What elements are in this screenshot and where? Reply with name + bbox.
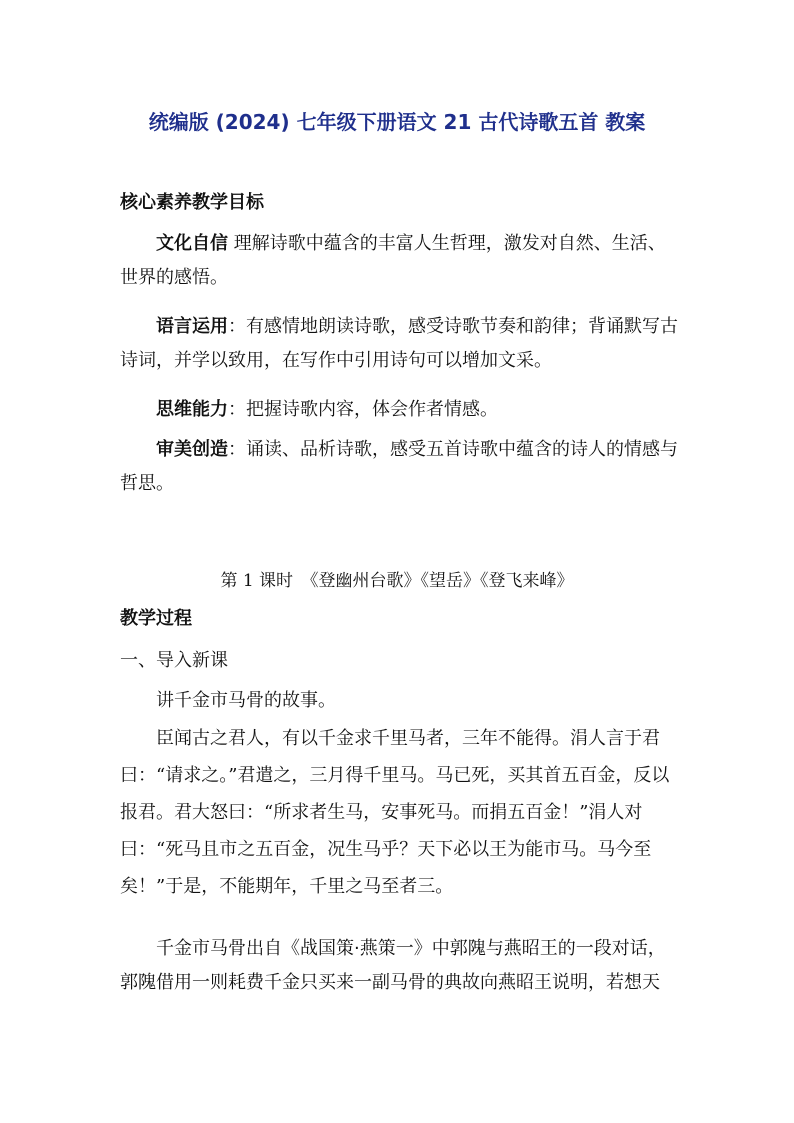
step-one-heading: 一、导入新课 [120,650,228,671]
goal-thinking-ability [120,393,680,427]
goal-text: ：诵读、品析诗歌，感受五首诗歌中蕴含的诗人的情感与哲思。 [120,439,678,494]
lesson-heading: 第 1 课时 《登幽州台歌》《望岳》《登飞来峰》 [220,571,574,591]
goal-language-use [120,310,680,378]
goal-text: ：有感情地朗读诗歌，感受诗歌节奏和韵律；背诵默写古诗词，并学以致用，在写作中引用诗句可以增加文采。 [120,316,678,371]
goal-label: 审美创造 [156,439,228,460]
document-title: 统编版 (2024) 七年级下册语文 21 古代诗歌五首 教案 [148,110,646,134]
goal-label: 文化自信 [156,233,228,254]
explanation-paragraph: 千金市马骨出自《战国策·燕策一》中郭隗与燕昭王的一段对话，郭隗借用一则耗费千金只买来一副马骨的典故向燕昭王说明，若想天 [120,938,666,993]
goal-text: ：把握诗歌内容，体会作者情感。 [228,399,498,420]
goal-label: 思维能力 [156,399,228,420]
story-intro: 讲千金市马骨的故事。 [156,690,336,711]
process-heading: 教学过程 [120,608,192,629]
goal-text: 理解诗歌中蕴含的丰富人生哲理，激发对自然、生活、世界的感悟。 [120,233,666,288]
goal-label: 语言运用 [156,316,228,337]
classical-passage: 臣闻古之君人，有以千金求千里马者，三年不能得。涓人言于君曰：“请求之。”君遣之，三月得千里马。马已死，买其首五百金，反以报君。君大怒曰：“所求者生马，安事死马。而捐五百金！”涓人对曰：“死马且市之五百金，况生马乎？天下必以王为能市马。马今至矣！”于是，不能期年，千里之马至者三。 [120,728,670,897]
goals-heading: 核心素养教学目标 [120,192,264,213]
goal-cultural-confidence [120,227,680,295]
goal-aesthetic-creation [120,433,680,501]
